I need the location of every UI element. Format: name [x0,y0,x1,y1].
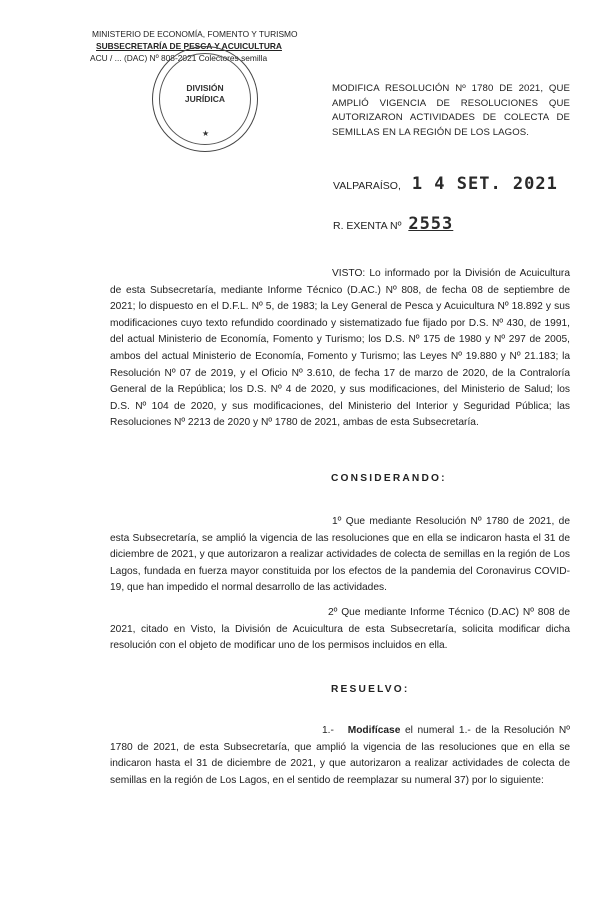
exenta-number: 2553 [408,214,454,234]
exenta-label: R. EXENTA Nº [333,220,402,232]
date-line [333,174,558,194]
document-code: ACU / ... (DAC) Nº 808-2021 Colectores semilla [90,53,268,63]
considerando-paragraph-2 [110,605,570,655]
resuelvo-number: 1.- [322,725,334,736]
resolution-reference: MODIFICA RESOLUCIÓN Nº 1780 DE 2021, QUE AMPLIÓ VIGENCIA DE RESOLUCIONES QUE AUTORIZARON ACTIVIDADES DE COLECTA DE SEMILLAS EN LA REGIÓN DE LOS LAGOS. [332,83,570,138]
place-name: VALPARAÍSO, [333,180,401,192]
resuelvo-heading: RESUELVO: [331,684,410,695]
resuelvo-paragraph-1 [110,723,570,789]
subsecretaria-label: SUBSECRETARÍA DE PESCA Y ACUICULTURA [96,41,282,51]
visto-text: Lo informado por la División de Acuicultura de esta Subsecretaría, mediante Informe Técnico (D.AC.) Nº 808, de fecha 08 de septiembre de 2021; lo dispuesto en el D.F.L. Nº 5, de 1983; la Ley General de Pesca y Acuicultura Nº 18.892 y sus modificaciones cuyo texto refundido coordinado y sistematizado fue fijado por D.S. Nº 430, de 1991, del actual Ministerio de Economía, Fomento y Turismo; los D.S. Nº 175 de 1980 y Nº 297 de 2005, ambos del actual Ministerio de Economía, Fomento y Turismo; las Leyes Nº 19.880 y Nº 21.183; la Resolución Nº 07 de 2019, y el Oficio Nº 3.610, de fecha 17 de marzo de 2020, de la Contraloría General de la República; los D.S. Nº 4 de 2020, y sus modificaciones, del Ministerio de Salud; los D.S. Nº 104 de 2020, y sus modificaciones, del Ministerio del Interior y Seguridad Pública; las Resoluciones Nº 2213 de 2020 y Nº 1780 de 2021, ambas de esta Subsecretaría. [110,268,570,429]
ministry-name: MINISTERIO DE ECONOMÍA, FOMENTO Y TURISMO [92,29,298,39]
considerando-text-2: 2º Que mediante Informe Técnico (D.AC) Nº 808 de 2021, citado en Visto, la División de Acuicultura de esta Subsecretaría, solicita modificar dicha resolución con el objeto de modificar uno de los permisos incluidos en ella. [110,607,570,652]
exenta-line [333,214,453,234]
stamp-line-2: JURÍDICA [184,94,226,104]
stamped-date: 1 4 SET. 2021 [411,174,558,194]
resuelvo-verb: Modifícase [347,725,401,736]
star-icon: ★ [202,129,210,138]
considerando-heading: CONSIDERANDO: [331,473,447,484]
considerando-text-1: 1º Que mediante Resolución Nº 1780 de 2021, de esta Subsecretaría, se amplió la vigencia de las resoluciones que en ella se indicaron hasta el 31 de diciembre de 2021, y que autorizaron a realizar actividades de colecta de semillas en la región de Los Lagos, fundada en fuerza mayor constituida por los efectos de la pandemia del Coronavirus COVID-19, que han impedido el normal desarrollo de las actividades. [110,516,570,594]
considerando-paragraph-1 [110,514,570,597]
visto-paragraph [110,266,570,432]
resuelvo-text: el numeral 1.- de la Resolución Nº 1780 de 2021, de esta Subsecretaría, que amplió la vigencia de las resoluciones que en ella se indicaron hasta el 31 de diciembre de 2021, y que autorizaron a realizar actividades de colecta de semillas en la región de Los Lagos, en el sentido de reemplazar su numeral 37) por lo siguiente: [110,725,570,786]
stamp-line-1: DIVISIÓN [186,83,224,93]
visto-label: VISTO: [332,268,366,279]
division-juridica-stamp [152,46,258,152]
